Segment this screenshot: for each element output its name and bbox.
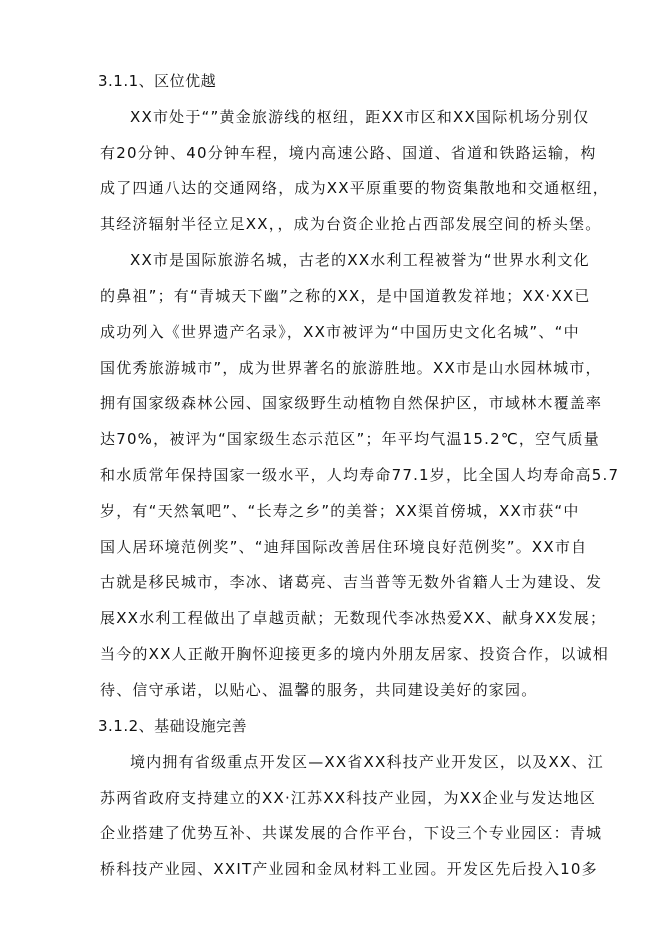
text-line: 展XX水利工程做出了卓越贡献；无数现代李冰热爱XX、献身XX发展； [100, 609, 607, 627]
text-line: 当今的XX人正敞开胸怀迎接更多的境内外朋友居家、投资合作，以诚相 [100, 645, 609, 663]
text-line: 桥科技产业园、XXIT产业园和金凤材料工业园。开发区先后投入10多 [100, 860, 598, 878]
text-line: 其经济辐射半径立足XX，，成为台资企业抢占西部发展空间的桥头堡。 [100, 215, 602, 233]
text-line: 国人居环境范例奖”、“迪拜国际改善居住环境良好范例奖”。XX市自 [100, 538, 588, 556]
text-line: 拥有国家级森林公园、国家级野生动植物自然保护区，市域林木覆盖率 [100, 394, 603, 412]
text-line: 成了四通八达的交通网络，成为XX平原重要的物资集散地和交通枢纽， [100, 179, 609, 197]
text-line: 达70%，被评为“国家级生态示范区”；年平均气温15.2℃，空气质量 [100, 430, 600, 448]
text-line: XX市是国际旅游名城，古老的XX水利工程被誉为“世界水利文化 [130, 251, 590, 269]
text-line: 企业搭建了优势互补、共谋发展的合作平台，下设三个专业园区：青城 [100, 824, 603, 842]
text-line: 境内拥有省级重点开发区—XX省XX科技产业开发区，以及XX、江 [130, 753, 604, 771]
text-line: 岁，有“天然氧吧”、“长寿之乡”的美誉；XX渠首傍城，XX市获“中 [100, 502, 580, 520]
text-line: 和水质常年保持国家一级水平，人均寿命77.1岁，比全国人均寿命高5.7 [100, 466, 620, 484]
text-line: 的鼻祖”；有“青城天下幽”之称的XX，是中国道教发祥地；XX·XX已 [100, 287, 591, 305]
text-line: 待、信守承诺，以贴心、温馨的服务，共同建设美好的家园。 [100, 681, 538, 699]
section-heading-infrastructure: 3.1.2、基础设施完善 [98, 717, 248, 735]
text-line: 国优秀旅游城市”，成为世界著名的旅游胜地。XX市是山水园林城市， [100, 359, 602, 377]
text-line: 成功列入《世界遗产名录》，XX市被评为“中国历史文化名城”、“中 [100, 323, 580, 341]
text-line: 苏两省政府支持建立的XX·江苏XX科技产业园，为XX企业与发达地区 [100, 789, 597, 807]
text-line: 古就是移民城市，李冰、诸葛亮、吉当普等无数外省籍人士为建设、发 [100, 573, 603, 591]
text-line: XX市处于“”黄金旅游线的枢纽，距XX市区和XX国际机场分别仅 [130, 108, 590, 126]
section-heading-location: 3.1.1、区位优越 [98, 72, 217, 90]
text-line: 有20分钟、40分钟车程，境内高速公路、国道、省道和铁路运输，构 [100, 144, 597, 162]
